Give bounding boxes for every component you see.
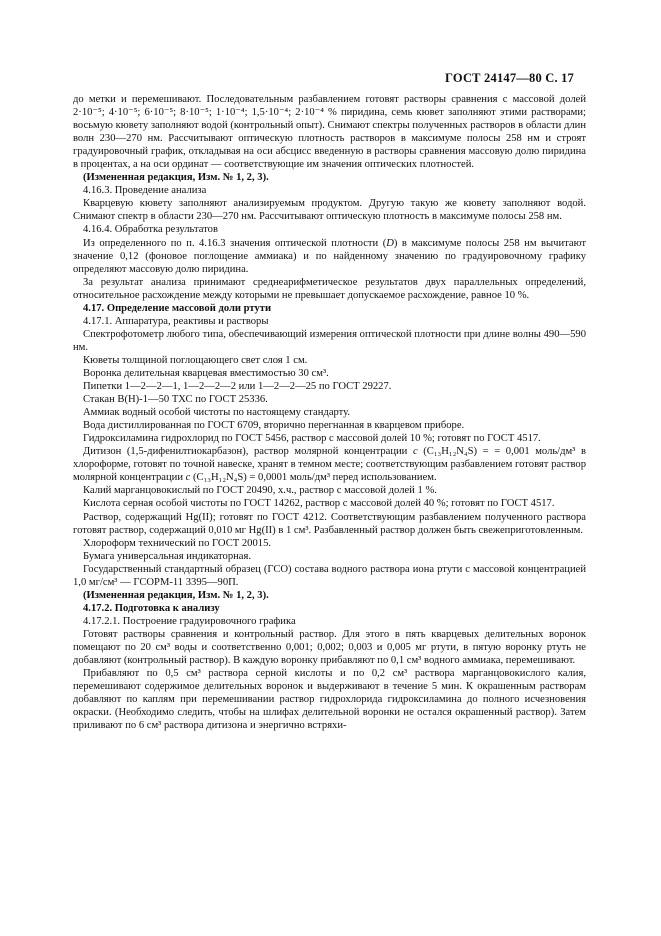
paragraph: Кварцевую кювету заполняют анализируемым продуктом. Другую такую же кювету заполняют водой. Снимают спектр в области 230—270 нм. Рассчитывают оптическую плотность в максимуме полосы 258 нм. bbox=[73, 198, 586, 223]
paragraph: Кислота серная особой чистоты по ГОСТ 14262, раствор с массовой долей 40 %; готовят по ГОСТ 4517. bbox=[83, 498, 555, 510]
paragraph: Готовят растворы сравнения и контрольный раствор. Для этого в пять кварцевых делительных воронок помещают по 20 см³ воды и соответственно 0,001; 0,002; 0,003 и 0,005 мг ртути, в пятую воронку ртуть не добавляют (контрольный раствор). В каждую воронку прибавляют по 0,1 см³ водного аммиака, перемешивают. bbox=[73, 628, 586, 667]
paragraph: до метки и перемешивают. Последовательным разбавлением готовят растворы сравнения с массовой долей 2·10⁻⁵; 4·10⁻⁵; 6·10⁻⁵; 8·10⁻⁵; 1·10⁻⁴; 1,5·10⁻⁴; 2·10⁻⁴ % пиридина, семь кювет заполняют этими растворами; восьмую кювету заполняют водой (контрольный опыт). Снимают спектры полученных растворов в области длин волн 230—270 нм. Рассчитывают оптическую плотность растворов в максимуме полосы 258 нм и строят градуировочный график, откладывая на оси абсцисс введенную в растворы сравнения массовую долю пиридина в процентах, а на оси ординат — соответствующие им значения оптических плотностей. bbox=[73, 94, 586, 171]
section-heading: 4.16.4. Обработка результатов bbox=[83, 224, 218, 236]
section-heading: 4.17.2.1. Построение градуировочного графика bbox=[83, 615, 296, 627]
section-title: 4.17. Определение массовой доли ртути bbox=[83, 302, 272, 314]
paragraph: Спектрофотометр любого типа, обеспечивающий измерения оптической плотности при длине волны 490—590 нм. bbox=[73, 328, 586, 353]
section-title: 4.17.2. Подготовка к анализу bbox=[83, 602, 220, 614]
paragraph: Из определенного по п. 4.16.3 значения оптической плотности (D) в максимуме полосы 258 нм вычитают значение 0,12 (фоновое поглощение аммиака) и по найденному значению по градуировочному графику определяют массовую долю пиридина. bbox=[73, 237, 587, 275]
paragraph: Государственный стандартный образец (ГСО) состава водного раствора иона ртути с массовой концентрацией 1,0 мг/см³ — ГСОРМ-11 3395—90П. bbox=[73, 563, 586, 588]
paragraph: Калий марганцовокислый по ГОСТ 20490, х.ч., раствор с массовой долей 1 %. bbox=[83, 485, 437, 497]
list-item: Аммиак водный особой чистоты по настоящему стандарту. bbox=[83, 407, 351, 419]
list-item: Вода дистиллированная по ГОСТ 6709, вторично перегнанная в кварцевом приборе. bbox=[83, 420, 465, 432]
section-heading: 4.17.1. Аппаратура, реактивы и растворы bbox=[83, 315, 269, 327]
paragraph: Гидроксиламина гидрохлорид по ГОСТ 5456, раствор с массовой долей 10 %; готовят по ГОСТ 4517. bbox=[83, 433, 541, 445]
list-item: Пипетки 1—2—2—1, 1—2—2—2 или 1—2—2—25 по ГОСТ 29227. bbox=[83, 381, 392, 393]
section-heading: 4.16.3. Проведение анализа bbox=[83, 185, 207, 197]
paragraph: За результат анализа принимают среднеарифметическое результатов двух параллельных определений, относительное расхождение между которыми не превышает допускаемое расхождение, равное 10 %. bbox=[73, 276, 586, 301]
paragraph: Раствор, содержащий Hg(II); готовят по ГОСТ 4212. Соответствующим разбавлением полученного раствора готовят раствор, содержащий 0,010 мг Hg(II) в 1 см³. Разбавленный раствор должен быть свежеприготовленным. bbox=[73, 511, 586, 536]
list-item: Хлороформ технический по ГОСТ 20015. bbox=[83, 537, 272, 549]
list-item: Бумага универсальная индикаторная. bbox=[83, 550, 252, 562]
paragraph: Дитизон (1,5-дифенилтиокарбазон), раствор молярной концентрации c (C₁₃H₁₂N₄S) = = 0,001 моль/дм³ в хлороформе, готовят по точной навеске, хранят в темном месте; соответствующим разбавлением готовят раствор молярной концентрации c (C₁₃H₁₂N₄S) = 0,0001 моль/дм³ перед использованием. bbox=[73, 446, 586, 484]
list-item: Кюветы толщиной поглощающего свет слоя 1 см. bbox=[83, 354, 308, 366]
document-body bbox=[73, 93, 586, 732]
amendment-note: (Измененная редакция, Изм. № 1, 2, 3). bbox=[83, 589, 269, 601]
paragraph: Прибавляют по 0,5 см³ раствора серной кислоты и по 0,2 см³ раствора марганцовокислого калия, перемешивают содержимое делительных воронок и выдерживают в течение 5 мин. К окрашенным растворам добавляют по каплям при перемешивании раствор гидрохлорида гидроксиламина до полного исчезновения окраски. (Необходимо следить, чтобы на шлифах делительной воронки не остался окрашенный раствор). Затем приливают по 6 см³ раствора дитизона и энергично встряхи- bbox=[73, 668, 586, 732]
list-item: Воронка делительная кварцевая вместимостью 30 см³. bbox=[83, 367, 329, 379]
list-item: Стакан В(Н)-1—50 ТХС по ГОСТ 25336. bbox=[83, 394, 268, 406]
amendment-note: (Измененная редакция, Изм. № 1, 2, 3). bbox=[83, 172, 269, 184]
page-header: ГОСТ 24147—80 С. 17 bbox=[445, 71, 574, 85]
